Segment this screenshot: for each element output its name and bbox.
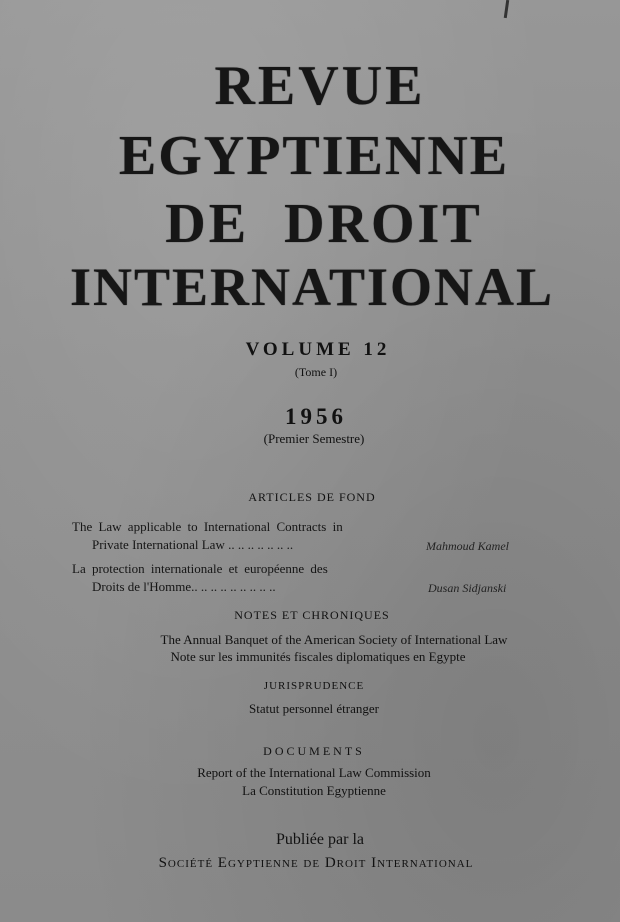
article-2-title-line-1: La protection internationale et européenne des (72, 561, 328, 576)
documents-item-2: La Constitution Egyptienne (242, 783, 386, 798)
documents-item-1: Report of the International Law Commission (197, 765, 431, 780)
article-1-author: Mahmoud Kamel (426, 539, 509, 553)
article-2-author: Dusan Sidjanski (428, 581, 507, 595)
article-1-title-line-1: The Law applicable to International Contracts in (72, 519, 343, 534)
section-heading-jurisprudence: JURISPRUDENCE (263, 680, 365, 692)
title-line-de-droit: DE DROIT (165, 193, 483, 255)
section-heading-notes: NOTES ET CHRONIQUES (234, 608, 390, 622)
title-line-egyptienne: EGYPTIENNE (118, 125, 510, 187)
section-heading-documents: DOCUMENTS (263, 744, 365, 758)
jurisprudence-item-1: Statut personnel étranger (249, 701, 379, 716)
publisher-name: Société Egyptienne de Droit International (158, 855, 474, 871)
pen-mark (504, 0, 509, 18)
article-1-title-line-2: Private International Law .. .. .. .. .. .. .. (92, 537, 294, 552)
volume-semester: (Premier Semestre) (263, 431, 365, 446)
article-2-title-line-2: Droits de l'Homme.. .. .. .. .. .. .. .. .. (92, 579, 276, 594)
section-heading-articles: ARTICLES DE FOND (248, 490, 376, 504)
notes-item-1: The Annual Banquet of the American Society of International Law (160, 632, 508, 647)
notes-item-2: Note sur les immunités fiscales diplomatiques en Egypte (170, 649, 466, 664)
title-line-revue: REVUE (214, 55, 426, 117)
volume-number: VOLUME 12 (245, 339, 391, 360)
volume-tome: (Tome I) (294, 365, 338, 379)
publisher-intro: Publiée par la (276, 831, 364, 848)
title-line-international: INTERNATIONAL (69, 257, 555, 317)
volume-year: 1956 (285, 404, 347, 429)
